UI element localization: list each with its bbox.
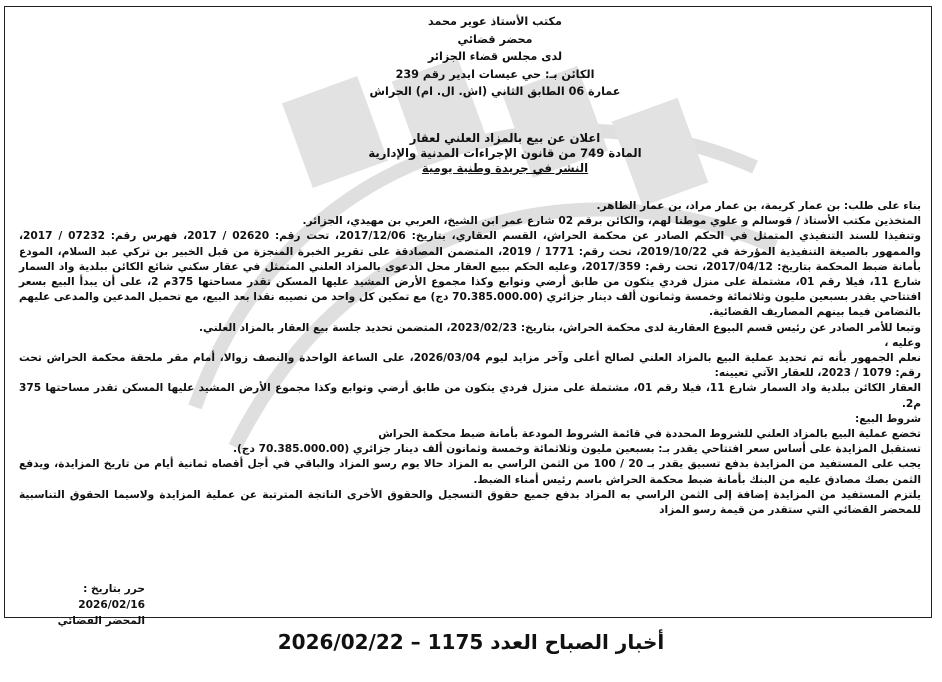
issue-date: حرر بتاريخ : 2026/02/16	[78, 583, 145, 611]
sale-condition-1: تخضع عملية البيع بالمزاد العلني للشروط المحددة في قائمة الشروط المودعة بأمانة ضبط محكمة الحراش	[378, 428, 921, 441]
office-court: لدى مجلس قضاء الجزائر	[427, 50, 563, 64]
requesting-parties: بناء على طلب: بن عمار كريمة، بن عمار مراد، بن عمار الطاهر.	[596, 200, 921, 212]
sale-condition-4: يلتزم المستفيد من المزايدة إضافة إلى الثمن الراسي به المزاد بدفع جميع حقوق التسجيل والحقوق الأخرى الناتجة المترتبة عن عملية المزايدة ولاسيما الحقوق التناسبية للمحضر القضائي التي ستقدر من قيمة رسو المزاد	[19, 488, 921, 517]
sale-condition-3: يجب على المستفيد من المزايدة بدفع تسبيق يقدر بـ 20 / 100 من الثمن الراسي به المزاد حالا يوم رسو المزاد والباقي في أجل أقصاه ثمانية أيام من تاريخ المزايدة، ويدفع الثمن بصك مصادق عليه من البنك بأمانة ضبط محكمة الحراش باسم رئيس أمناء الضبط.	[19, 458, 921, 486]
office-name: مكتب الأستاذ عوير محمد	[428, 15, 562, 28]
therefore-line: وعليه ،	[884, 336, 921, 349]
property-description: العقار الكائن ببلدية واد السمار شارع 11، فيلا رقم 01، مشتملة على منزل فردي يتكون من طابق أرضي وتوابع وكذا مجموع الأرض المشيد عليها المسكن تقدر مساحتها 375 م2.	[19, 382, 921, 410]
notice-body	[19, 199, 921, 518]
notice-title-publication: النشر في جريدة وطنية يومية	[421, 161, 589, 175]
office-building: عمارة 06 الطابق الثاني (اش. ال. ام) الحراش	[369, 85, 621, 99]
auction-announcement: نعلم الجمهور بأنه تم تحديد عملية البيع بالمزاد العلني لصالح أعلى وآخر مزايد ليوم 2026/03/04، على الساعة الواحدة والنصف زوالا، أمام مقر ملحقة محكمة الحراش تحت رقم: 1079 / 2023، للعقار الآتي تعيينه:	[19, 352, 921, 380]
notice-title	[305, 131, 705, 176]
court-order: وتبعا للأمر الصادر عن رئيس قسم البيوع العقارية لدى محكمة الحراش، بتاريخ: 2023/02/23، المتضمن تحديد جلسة بيع العقار بالمزاد العلني.	[198, 321, 921, 334]
enforcement-basis: وتنفيذا للسند التنفيذي المتمثل في الحكم الصادر عن محكمة الحراش، القسم العقاري، بتاريخ: 2017/12/06، تحت رقم: 02620 / 2017، فهرس رقم: 07232 / 2017، والممهور بالصيغة التنفيذية المؤرخة في 2019/10/22، تحت رقم: 1771 / 2019، المتضمن المصادقة على تقرير الخبرة المنجزة من قبل الخبير بن تركي عبد السلام، المودع بأمانة ضبط المحكمة بتاريخ: 2017/04/12، تحت رقم: 2017/359، وعليه الحكم ببيع العقار محل الدعوى بالمزاد العلني المتمثل في عقار سكني شائع الكائن ببلدية واد السمار شارع 11، فيلا رقم 01، مشتملة على منزل فردي يتكون من طابق أرضي وتوابع وكذا مجموع الأرض المشيد عليها المسكن تقدر مساحتها 375م 2، على أن يبدأ البيع بسعر افتتاحي يقدر بسبعين مليون وثلاثمائة وخمسة وثمانون ألف دينار جزائري (70.385.000.00 دج) مع تمكين كل واحد من نصيبه نقدا بعد البيع، مع تحميل المدعين والمدعى عليهم بالتضامن فيما بينهم المصاريف القضائية.	[19, 230, 921, 319]
bailiff-office-header	[305, 13, 685, 101]
newspaper-footer: أخبار الصباح العدد 1175 – 2026/02/22	[277, 630, 665, 654]
notice-frame	[4, 6, 932, 627]
notice-title-main: اعلان عن بيع بالمزاد العلني لعقار	[409, 131, 601, 145]
office-title: محضر قضائي	[457, 32, 533, 46]
notice-title-article: المادة 749 من قانون الإجراءات المدنية والإدارية	[368, 146, 642, 160]
sale-condition-2: تستقبل المزايدة على أساس سعر افتتاحي يقدر بـ: بسبعين مليون وثلاثمائة وخمسة وثمانون ألف دينار جزائري (70.385.000.00 دج).	[232, 443, 921, 456]
office-address: الكائن بـ: حي عيسات ايدير رقم 239	[395, 67, 595, 81]
closing-block	[15, 581, 145, 629]
signature-title: المحضر القضائي	[57, 615, 145, 627]
legal-domicile: المتخذين مكتب الأستاذ / قوسالم و علوي موطنا لهم، والكائن برقم 02 شارع عمر ابن الشيخ، العربي بن مهيدي، الجزائر.	[302, 215, 921, 228]
sale-conditions-heading: شروط البيع:	[854, 412, 921, 425]
